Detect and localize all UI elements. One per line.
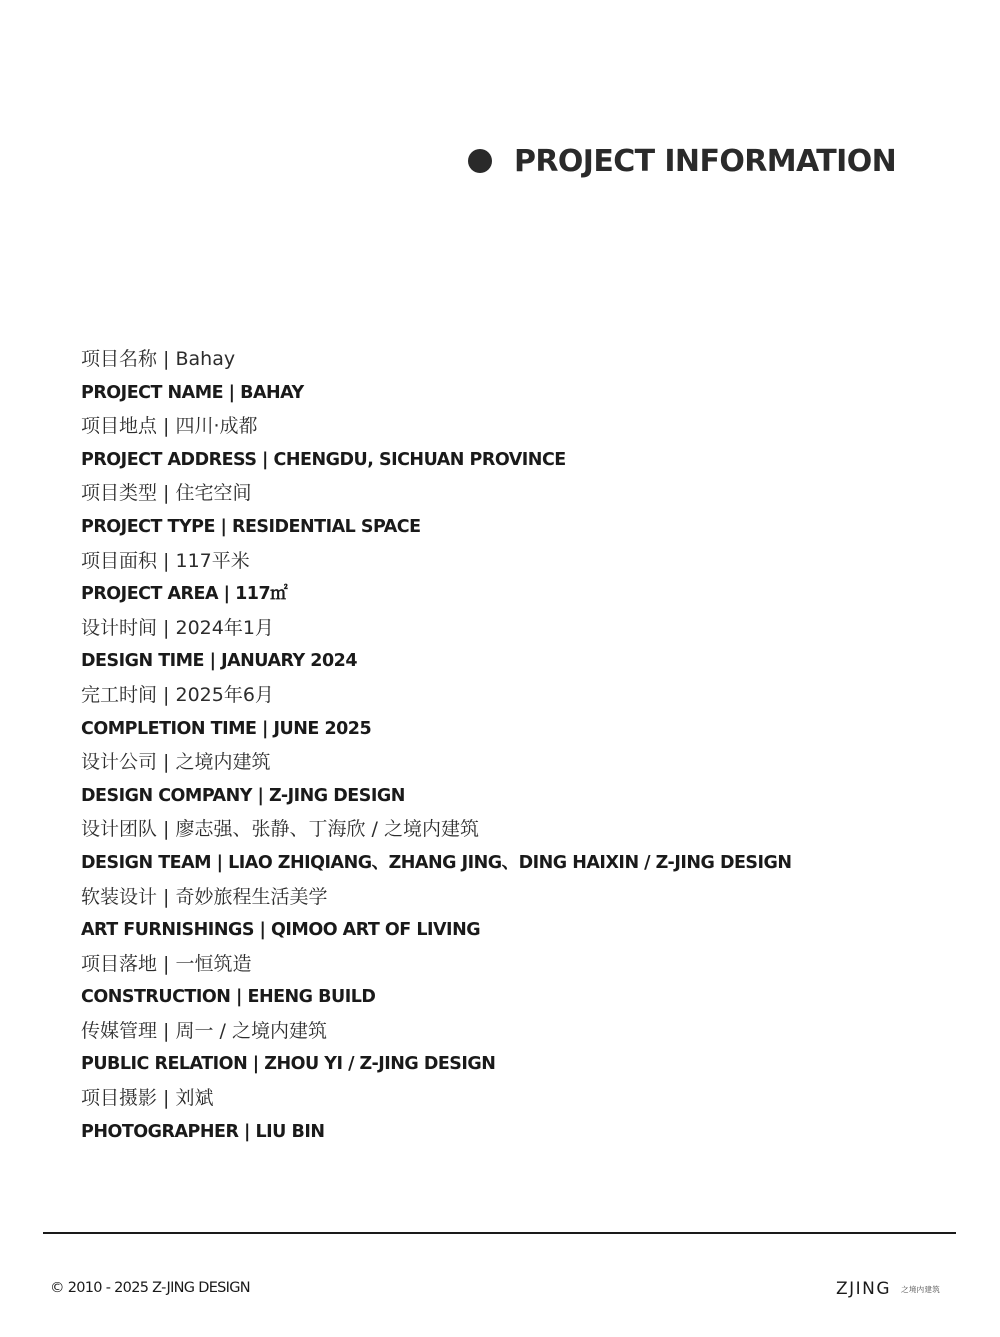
info-line-en: PROJECT TYPE | RESIDENTIAL SPACE	[81, 516, 421, 537]
info-line-zh: 设计团队 | 廖志强、张静、丁海欣 / 之境内建筑	[81, 818, 479, 841]
copyright-text: © 2010 - 2025 Z-JING DESIGN	[50, 1280, 250, 1296]
info-line-zh: 项目落地 | 一恒筑造	[81, 952, 252, 975]
info-line-zh: 项目类型 | 住宅空间	[81, 482, 252, 505]
info-line-en: PROJECT AREA | 117㎡	[81, 584, 288, 605]
info-line-zh: 传媒管理 | 周一 / 之境内建筑	[81, 1019, 327, 1042]
info-line-en: CONSTRUCTION | EHENG BUILD	[81, 987, 376, 1008]
info-line-zh: 项目地点 | 四川·成都	[81, 415, 258, 438]
info-line-zh: 项目面积 | 117平米	[81, 549, 250, 572]
info-line-zh: 设计公司 | 之境内建筑	[81, 751, 271, 774]
project-info-list	[81, 343, 961, 1149]
info-line-en: ART FURNISHINGS | QIMOO ART OF LIVING	[81, 920, 481, 941]
footer-divider	[43, 1232, 956, 1234]
info-line-en: PROJECT NAME | BAHAY	[81, 382, 304, 403]
logo-wordmark: ZJING	[836, 1279, 892, 1299]
info-line-zh: 项目名称 | Bahay	[81, 348, 236, 370]
info-line-en: DESIGN COMPANY | Z-JING DESIGN	[81, 785, 405, 806]
info-line-en: DESIGN TEAM | LIAO ZHIQIANG、ZHANG JING、DING HAIXIN / Z-JING DESIGN	[81, 852, 792, 873]
info-line-zh: 项目摄影 | 刘斌	[81, 1087, 214, 1110]
brand-logo	[836, 1279, 940, 1299]
logo-subtitle: 之境内建筑	[901, 1284, 941, 1294]
bullet-dot-icon	[468, 149, 492, 173]
info-line-en: PHOTOGRAPHER | LIU BIN	[81, 1121, 325, 1142]
info-line-en: COMPLETION TIME | JUNE 2025	[81, 718, 372, 739]
info-line-zh: 设计时间 | 2024年1月	[81, 616, 274, 639]
section-heading	[468, 138, 896, 184]
section-title: PROJECT INFORMATION	[514, 143, 897, 179]
info-line-zh: 软装设计 | 奇妙旅程生活美学	[81, 885, 328, 908]
info-line-en: DESIGN TIME | JANUARY 2024	[81, 651, 357, 672]
info-line-zh: 完工时间 | 2025年6月	[81, 683, 274, 706]
info-line-en: PUBLIC RELATION | ZHOU YI / Z-JING DESIGN	[81, 1054, 496, 1075]
info-line-en: PROJECT ADDRESS | CHENGDU, SICHUAN PROVINCE	[81, 449, 566, 470]
